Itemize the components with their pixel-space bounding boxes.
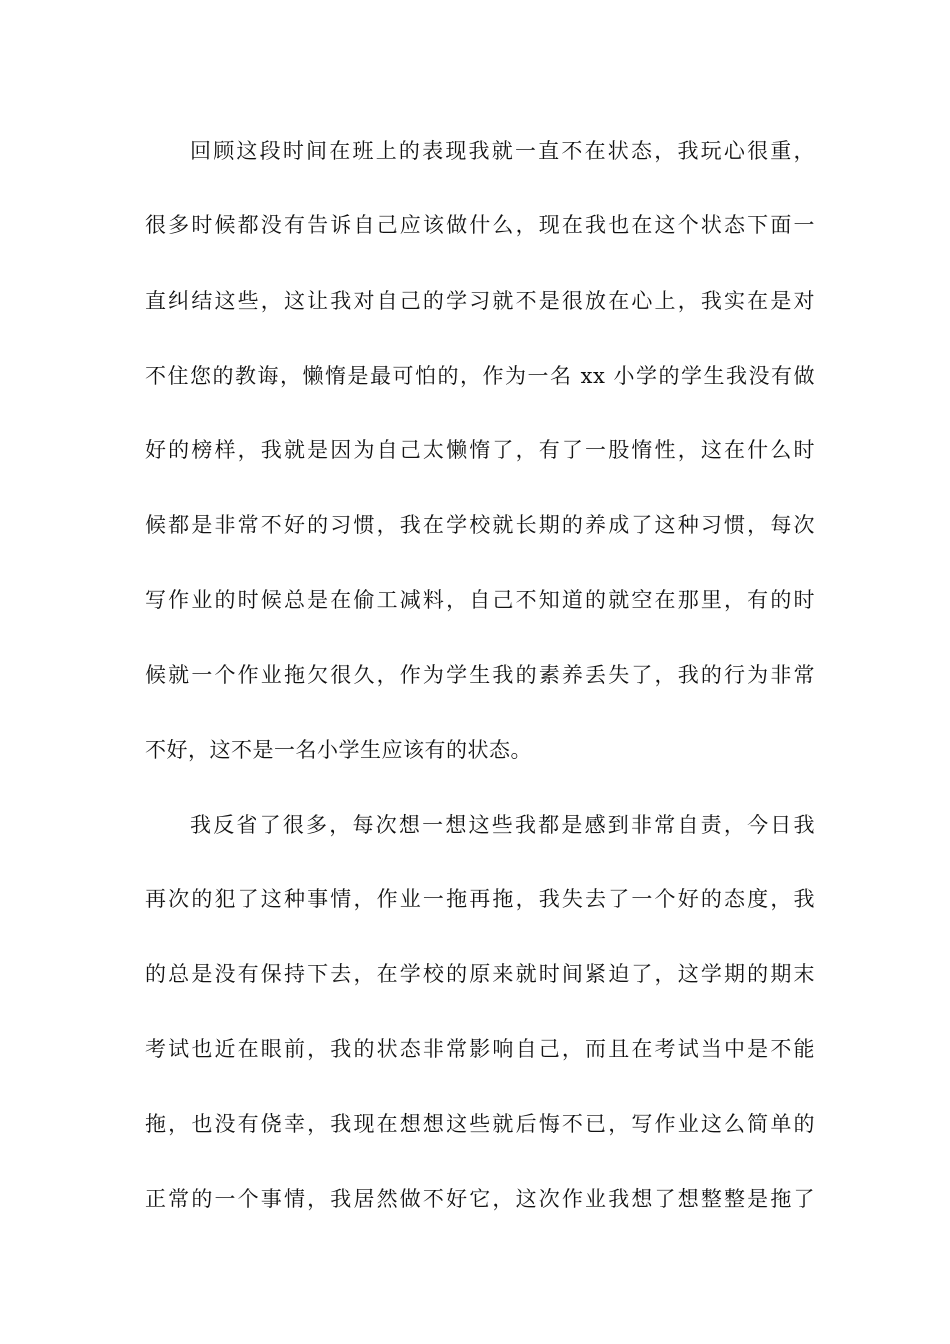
text-line: 不好，这不是一名小学生应该有的状态。: [145, 738, 532, 762]
text-line: 正常的一个事情，我居然做不好它，这次作业我想了想整整是拖了: [145, 1187, 815, 1211]
text-line: 再次的犯了这种事情，作业一拖再拖，我失去了一个好的态度，我: [145, 887, 815, 911]
text-line: 回顾这段时间在班上的表现我就一直不在状态，我玩心很重，: [190, 139, 815, 163]
text-line: 候都是非常不好的习惯，我在学校就长期的养成了这种习惯，每次: [145, 513, 815, 537]
text-line: 写作业的时候总是在偷工减料，自己不知道的就空在那里，有的时: [145, 588, 815, 612]
text-line: 的总是没有保持下去，在学校的原来就时间紧迫了，这学期的期末: [145, 962, 815, 986]
text-line: 不住您的教诲，懒惰是最可怕的，作为一名 xx 小学的学生我没有做: [145, 364, 815, 388]
text-line: 拖，也没有侥幸，我现在想想这些就后悔不已，写作业这么简单的: [145, 1112, 815, 1136]
text-line: 我反省了很多，每次想一想这些我都是感到非常自责，今日我: [190, 813, 815, 837]
text-line: 直纠结这些，这让我对自己的学习就不是很放在心上，我实在是对: [145, 289, 815, 313]
text-line: 候就一个作业拖欠很久，作为学生我的素养丢失了，我的行为非常: [145, 663, 815, 687]
text-line: 很多时候都没有告诉自己应该做什么，现在我也在这个状态下面一: [145, 213, 815, 237]
text-line: 考试也近在眼前，我的状态非常影响自己，而且在考试当中是不能: [145, 1037, 815, 1061]
text-line: 好的榜样，我就是因为自己太懒惰了，有了一股惰性，这在什么时: [145, 438, 815, 462]
